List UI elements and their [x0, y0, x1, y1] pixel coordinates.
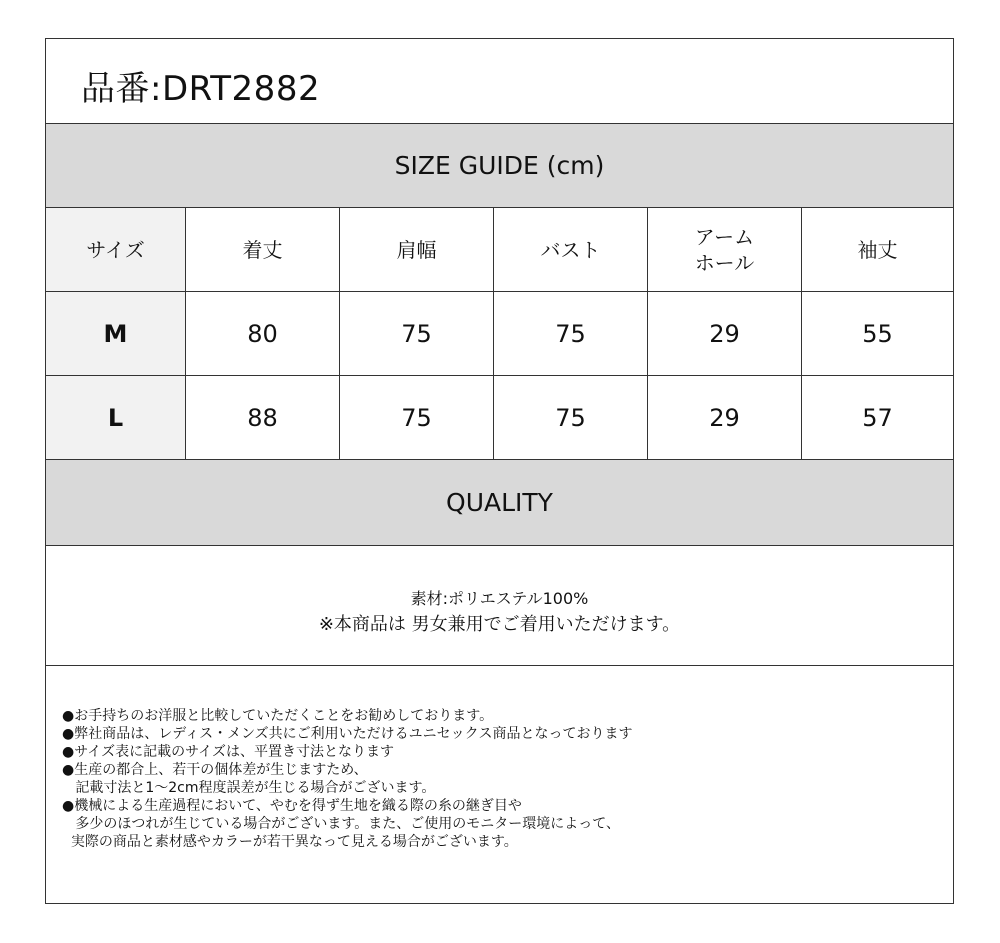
size-guide-title: SIZE GUIDE (cm): [394, 151, 605, 180]
unisex-note: ※本商品は 男女兼用でご着用いただけます。: [318, 614, 681, 635]
value-armhole: 29: [648, 292, 802, 375]
value-shoulder: 75: [340, 292, 494, 375]
value-sleeve: 57: [862, 403, 893, 432]
header-length: 着丈: [186, 208, 340, 291]
quality-details: [46, 546, 953, 666]
notes-list: [62, 707, 633, 851]
list-item: ●生産の都合上、若干の個体差が生じますため、: [62, 762, 368, 778]
value-length: 80: [186, 292, 340, 375]
header-size: サイズ: [46, 208, 186, 291]
list-item: ●サイズ表に記載のサイズは、平置き寸法となります: [62, 744, 394, 760]
list-item: ●機械による生産過程において、やむを得ず生地を織る際の糸の継ぎ目や: [62, 798, 522, 814]
value-bust: 75: [494, 376, 648, 459]
header-armhole: アーム ホール: [648, 208, 802, 291]
product-info-card: [45, 38, 954, 904]
size-label: M: [46, 292, 186, 375]
value-armhole: 29: [648, 376, 802, 459]
table-row: [46, 376, 953, 460]
size-table-header-row: [46, 208, 953, 292]
list-item: 記載寸法と1〜2cm程度誤差が生じる場合がございます。: [62, 780, 436, 796]
list-item: ●弊社商品は、レディス・メンズ共にご利用いただけるユニセックス商品となっております: [62, 726, 633, 742]
product-header: [46, 39, 953, 124]
value-length: 88: [186, 376, 340, 459]
quality-title: QUALITY: [446, 488, 553, 517]
value-sleeve: 55: [862, 319, 893, 348]
header-shoulder: 肩幅: [340, 208, 494, 291]
quality-heading: [46, 460, 953, 546]
notes-section: [46, 666, 953, 905]
value-bust: 75: [494, 292, 648, 375]
value-shoulder: 75: [340, 376, 494, 459]
list-item: 多少のほつれが生じている場合がございます。また、ご使用のモニター環境によって、: [62, 816, 620, 832]
list-item: 実際の商品と素材感やカラーが若干異なって見える場合がございます。: [62, 834, 518, 850]
size-label: L: [46, 376, 186, 459]
header-sleeve: 袖丈: [857, 237, 898, 262]
product-code: 品番:DRT2882: [81, 69, 321, 109]
material-text: 素材:ポリエステル100%: [410, 589, 589, 608]
size-guide-heading: [46, 124, 953, 208]
list-item: ●お手持ちのお洋服と比較していただくことをお勧めしております。: [62, 708, 494, 724]
header-bust: バスト: [494, 208, 648, 291]
table-row: [46, 292, 953, 376]
